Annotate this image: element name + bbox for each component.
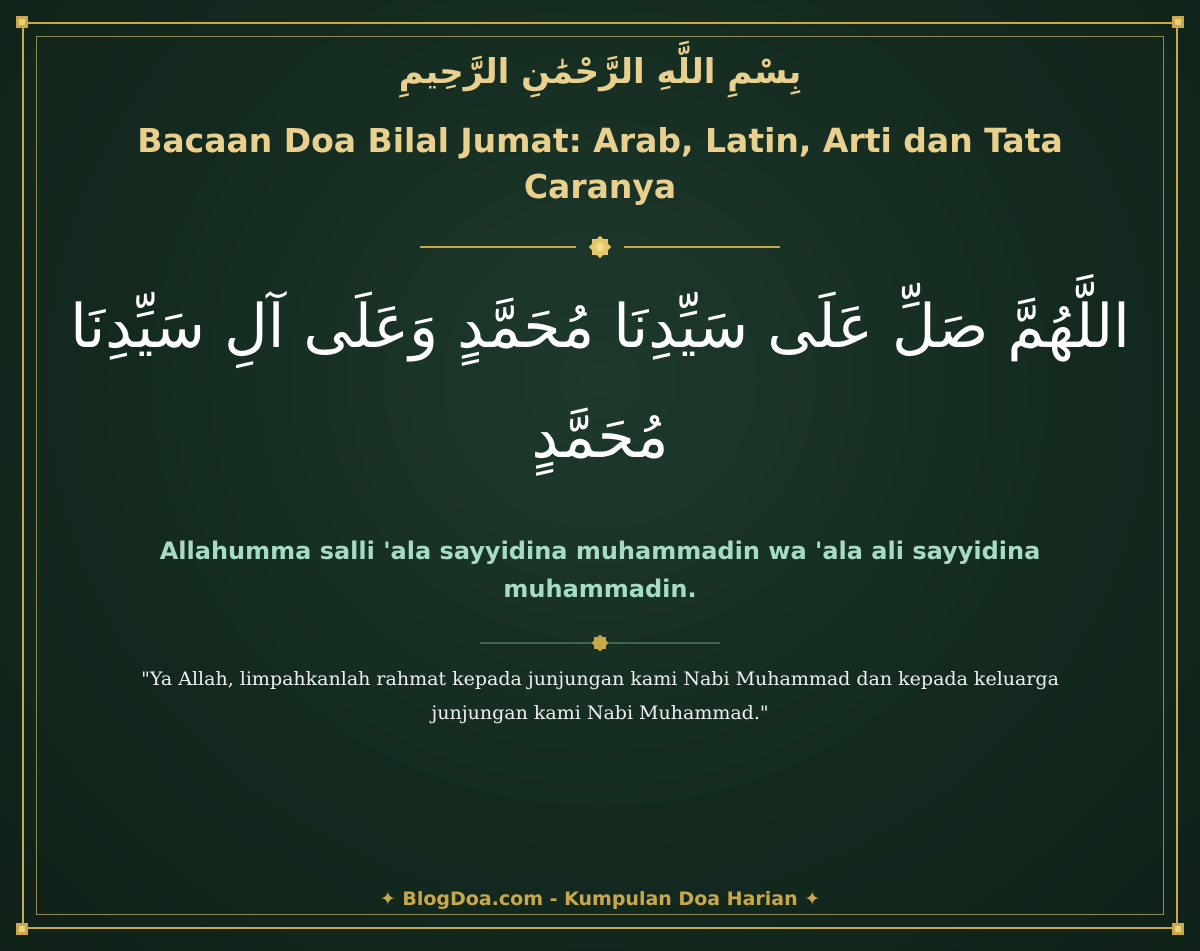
corner-ornament-top-left-icon (16, 16, 28, 28)
footer-credit: ✦ BlogDoa.com - Kumpulan Doa Harian ✦ (379, 888, 821, 910)
corner-ornament-bottom-right-icon (1172, 923, 1184, 935)
page-title: Bacaan Doa Bilal Jumat: Arab, Latin, Arti dan Tata Caranya (137, 121, 1063, 206)
eight-point-star-icon (589, 236, 612, 258)
small-divider-ornament (480, 634, 720, 652)
octagon-ornament-icon (592, 635, 609, 652)
divider-ornament (420, 236, 780, 258)
indonesian-translation: "Ya Allah, limpahkanlah rahmat kepada junjungan kami Nabi Muhammad dan kepada keluarga junjungan kami Nabi Muhammad." (141, 668, 1059, 724)
corner-ornament-top-right-icon (1172, 16, 1184, 28)
latin-transliteration: Allahumma salli 'ala sayyidina muhammadin wa 'ala ali sayyidina muhammadin. (159, 537, 1041, 603)
corner-ornament-bottom-left-icon (16, 923, 28, 935)
arabic-prayer-text: اللَّهُمَّ صَلِّ عَلَى سَيِّدِنَا مُحَمَّدٍ وَعَلَى آلِ سَيِّدِنَا مُحَمَّدٍ (70, 292, 1130, 472)
bismillah-heading: بِسْمِ اللَّهِ الرَّحْمَٰنِ الرَّحِيمِ (398, 52, 802, 92)
